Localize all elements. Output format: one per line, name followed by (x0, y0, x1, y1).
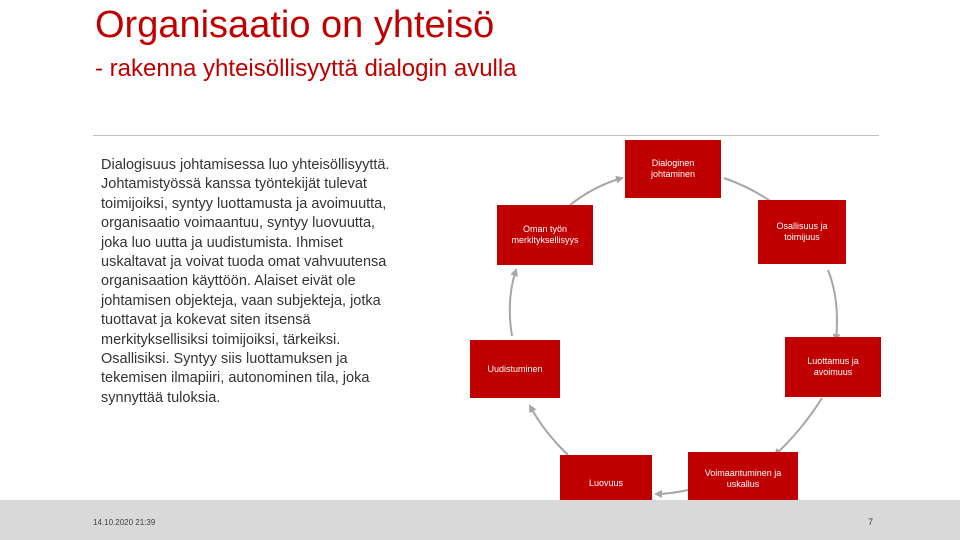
cycle-node-luottamus: Luottamus ja avoimuus (785, 337, 881, 397)
cycle-node-merkityksellisyys: Oman työn merkityksellisyys (497, 205, 593, 265)
cycle-arrow (570, 178, 622, 205)
page-number: 7 (868, 517, 874, 527)
cycle-arrow (775, 398, 822, 455)
cycle-node-voimaantuminen: Voimaantuminen ja uskallus (688, 452, 798, 506)
cycle-node-osallisuus: Osallisuus ja toimijuus (758, 200, 846, 264)
slide-subtitle: - rakenna yhteisöllisyyttä dialogin avulla (95, 55, 517, 82)
footer-date: 14.10.2020 21:39 (93, 518, 156, 527)
cycle-arrow (510, 270, 516, 336)
cycle-node-dialoginen-johtaminen: Dialoginen johtaminen (625, 140, 721, 198)
cycle-arrow (530, 406, 568, 455)
cycle-arrow (656, 490, 688, 494)
cycle-node-uudistuminen: Uudistuminen (470, 340, 560, 398)
cycle-node-luovuus: Luovuus (560, 455, 652, 511)
slide-title: Organisaatio on yhteisö (95, 4, 495, 46)
cycle-arrow (828, 270, 837, 340)
body-paragraph: Dialogisuus johtamisessa luo yhteisöllisyyttä. Johtamistyössä kanssa työntekijät tulevat toimijoiksi, syntyy luottamusta ja avoimuutta, organisaatio voimaantuu, syntyy luovuutta, joka luo uutta ja uudistumista. Ihmiset uskaltavat ja voivat tuoda omat vahvuutensa organisaation käyttöön. Alaiset eivät ole johtamisen objekteja, vaan subjekteja, jotka tuottavat ja kokevat siten itsensä merkityksellisiksi toimijoiksi, tärkeiksi. Osallisiksi. Syntyy siis luottamuksen ja tekemisen ilmapiiri, autonominen tila, joka synnyttää tuloksia. (101, 157, 390, 406)
